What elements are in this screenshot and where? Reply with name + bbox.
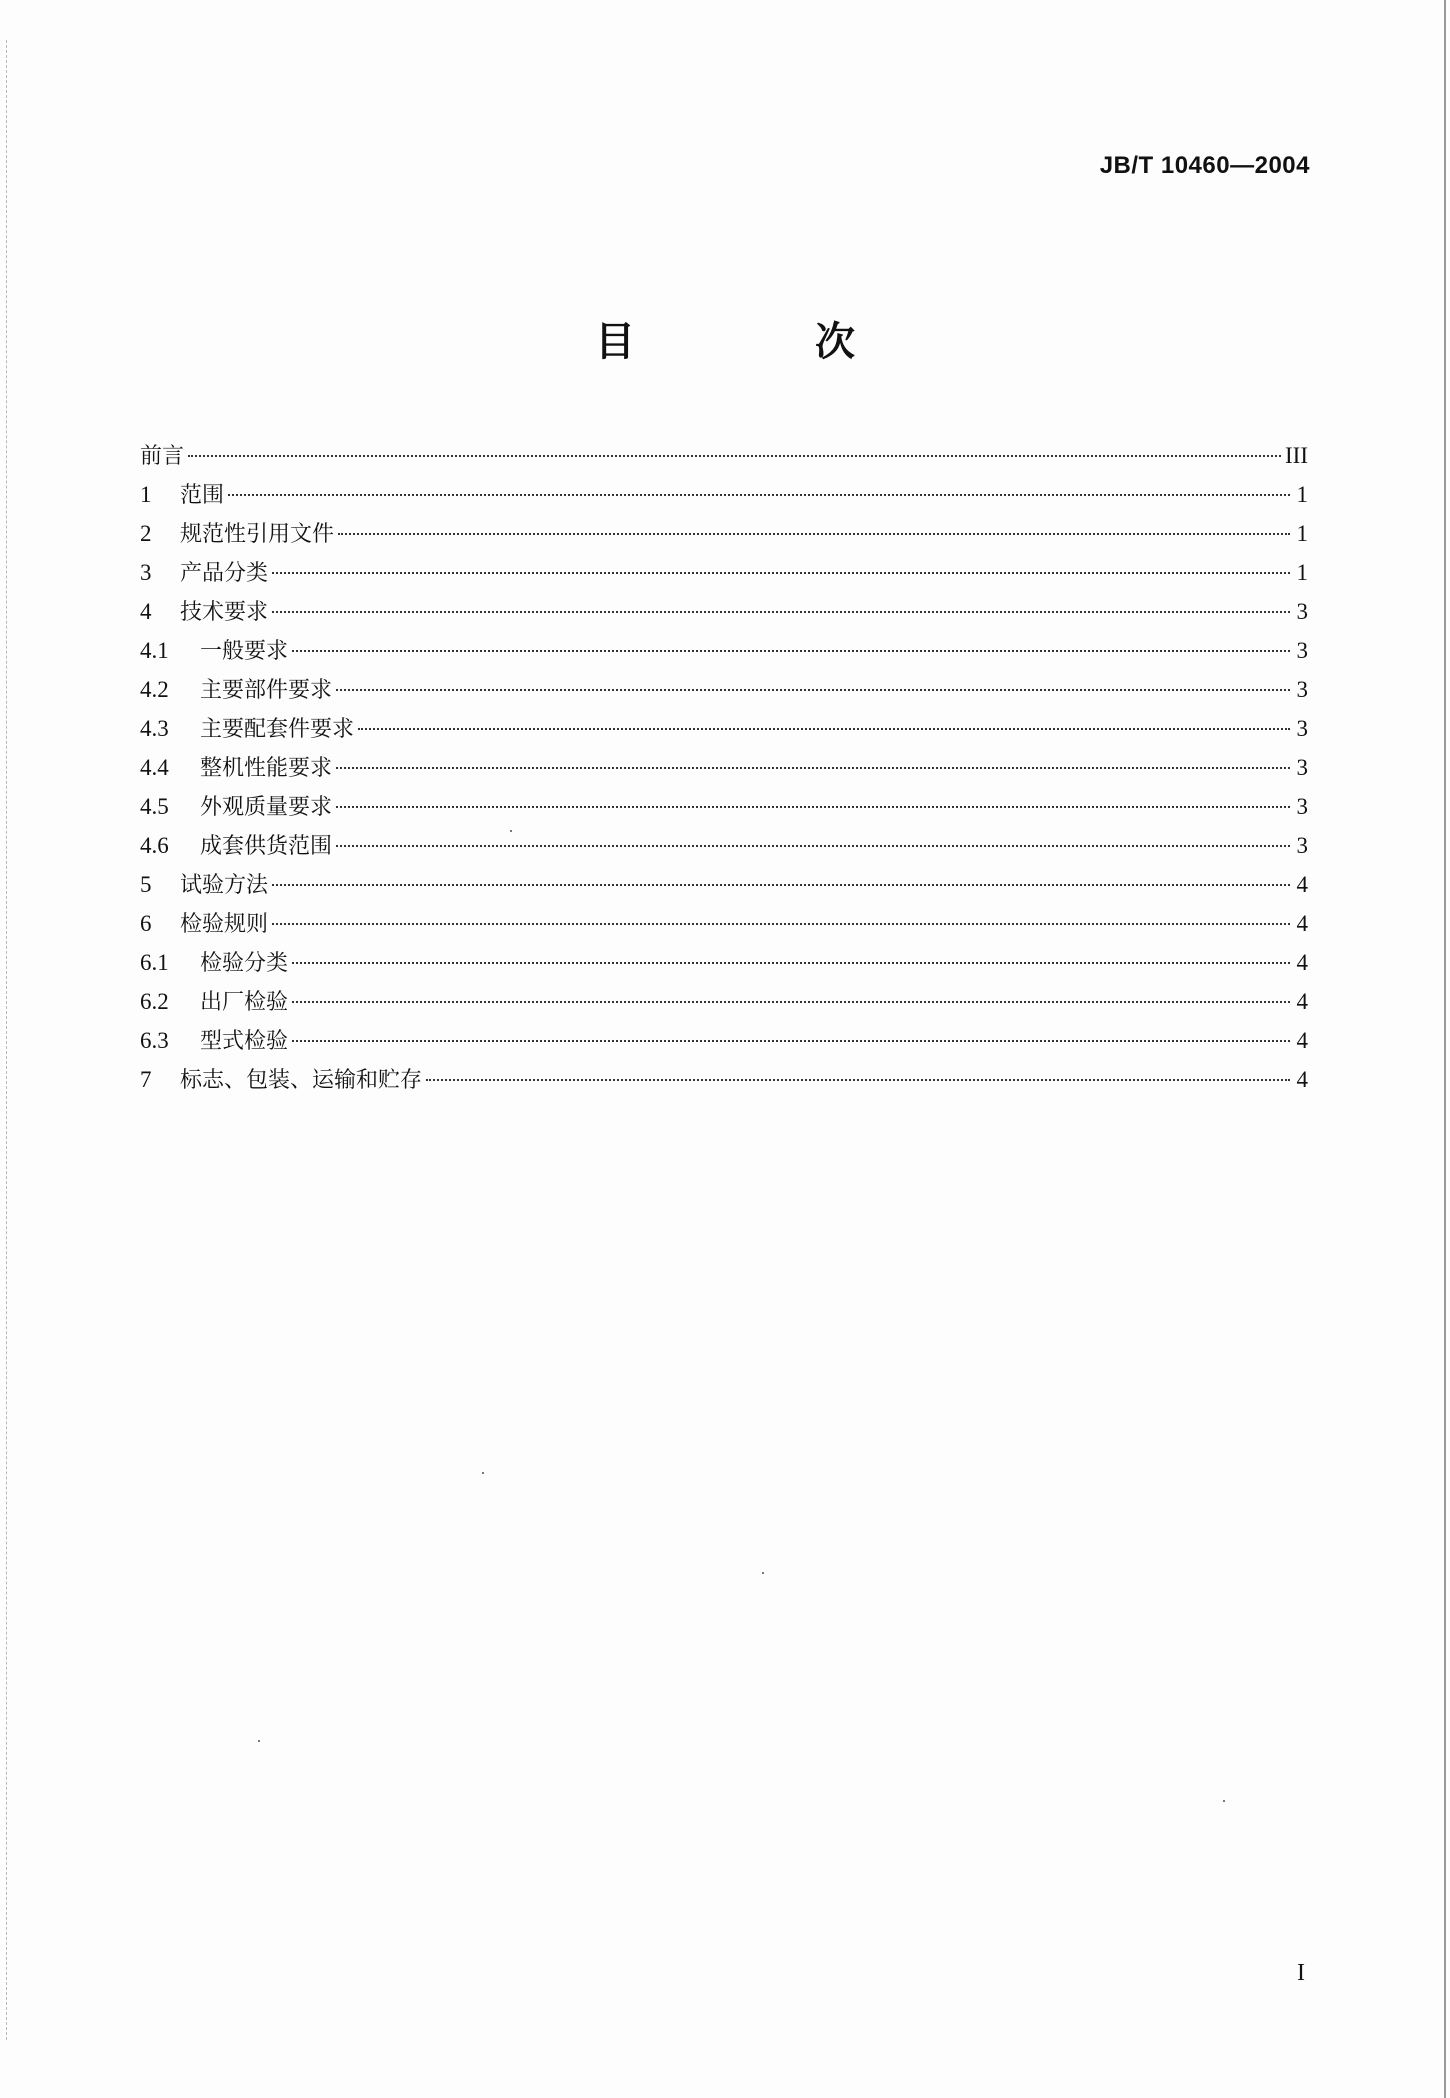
toc-entry[interactable] <box>140 514 1308 553</box>
toc-dot-leader <box>188 455 1281 457</box>
toc-entry-page: III <box>1285 443 1308 468</box>
toc-entry-number: 6.1 <box>140 950 169 975</box>
toc-dot-leader <box>338 533 1290 535</box>
toc-entry[interactable] <box>140 670 1308 709</box>
scan-speck <box>762 1572 764 1574</box>
toc-entry-label: 主要配套件要求 <box>200 717 355 742</box>
toc-dot-leader <box>292 962 1290 964</box>
toc-entry[interactable] <box>140 904 1308 943</box>
toc-entry-number: 4.5 <box>140 794 169 819</box>
toc-entry[interactable] <box>140 709 1308 748</box>
toc-entry[interactable] <box>140 943 1308 982</box>
toc-entry-number: 4.2 <box>140 677 169 702</box>
toc-entry-page: 4 <box>1296 1067 1308 1092</box>
toc-entry-number: 5 <box>140 872 152 897</box>
toc-entry[interactable] <box>140 592 1308 631</box>
toc-entry-page: 1 <box>1296 521 1308 546</box>
toc-dot-leader <box>292 1001 1290 1003</box>
toc-entry-label: 产品分类 <box>180 561 269 586</box>
toc-entry-page: 3 <box>1296 638 1308 663</box>
toc-entry-number: 6.2 <box>140 989 169 1014</box>
toc-dot-leader <box>426 1079 1290 1081</box>
toc-dot-leader <box>272 923 1290 925</box>
scan-speck <box>510 830 512 832</box>
toc-dot-leader <box>336 806 1290 808</box>
toc-entry-number: 7 <box>140 1067 152 1092</box>
toc-dot-leader <box>336 767 1290 769</box>
toc-entry-label: 标志、包装、运输和贮存 <box>180 1068 423 1093</box>
toc-entry-page: 4 <box>1296 989 1308 1014</box>
toc-entry-label: 检验分类 <box>200 951 289 976</box>
toc-entry-label: 一般要求 <box>200 639 289 664</box>
toc-dot-leader <box>228 494 1290 496</box>
toc-entry-label: 出厂检验 <box>200 990 289 1015</box>
toc-entry-page: 3 <box>1296 794 1308 819</box>
toc-entry-number: 4.1 <box>140 638 169 663</box>
toc-dot-leader <box>292 1040 1290 1042</box>
toc-entry[interactable] <box>140 982 1308 1021</box>
toc-entry-number: 4.6 <box>140 833 169 858</box>
scan-speck <box>482 1472 484 1474</box>
toc-entry-page: 4 <box>1296 872 1308 897</box>
table-of-contents <box>140 436 1308 1099</box>
toc-dot-leader <box>358 728 1290 730</box>
document-code: JB/T 10460—2004 <box>1099 152 1310 179</box>
toc-entry[interactable] <box>140 865 1308 904</box>
toc-entry[interactable] <box>140 436 1308 475</box>
toc-entry[interactable] <box>140 1060 1308 1099</box>
toc-dot-leader <box>272 572 1290 574</box>
toc-entry-label: 前言 <box>140 444 185 469</box>
toc-entry-page: 3 <box>1296 599 1308 624</box>
toc-entry-label: 整机性能要求 <box>200 756 333 781</box>
toc-entry-number: 4 <box>140 599 152 624</box>
toc-entry-label: 主要部件要求 <box>200 678 333 703</box>
toc-entry-number: 2 <box>140 521 152 546</box>
toc-entry[interactable] <box>140 475 1308 514</box>
toc-entry-page: 1 <box>1296 482 1308 507</box>
toc-entry-label: 检验规则 <box>180 912 269 937</box>
toc-entry-label: 试验方法 <box>180 873 269 898</box>
toc-entry-label: 规范性引用文件 <box>180 522 335 547</box>
toc-entry-label: 型式检验 <box>200 1029 289 1054</box>
toc-entry[interactable] <box>140 787 1308 826</box>
toc-entry-label: 外观质量要求 <box>200 795 333 820</box>
toc-title: 目 次 <box>595 319 925 365</box>
toc-dot-leader <box>336 845 1290 847</box>
toc-entry-label: 成套供货范围 <box>200 834 333 859</box>
scan-speck <box>1223 1800 1225 1802</box>
toc-entry[interactable] <box>140 826 1308 865</box>
toc-entry-number: 6 <box>140 911 152 936</box>
toc-entry-page: 4 <box>1296 911 1308 936</box>
toc-entry-page: 1 <box>1296 560 1308 585</box>
toc-entry-page: 4 <box>1296 1028 1308 1053</box>
toc-entry-page: 3 <box>1296 716 1308 741</box>
toc-entry-page: 3 <box>1296 833 1308 858</box>
toc-entry-number: 3 <box>140 560 152 585</box>
toc-entry-number: 6.3 <box>140 1028 169 1053</box>
toc-entry[interactable] <box>140 553 1308 592</box>
toc-entry-number: 1 <box>140 482 152 507</box>
scan-speck <box>258 1740 260 1742</box>
toc-entry-page: 3 <box>1296 677 1308 702</box>
toc-entry[interactable] <box>140 748 1308 787</box>
toc-dot-leader <box>272 611 1290 613</box>
page-folio: I <box>1297 1960 1305 1986</box>
toc-dot-leader <box>336 689 1290 691</box>
toc-dot-leader <box>292 650 1290 652</box>
toc-dot-leader <box>272 884 1290 886</box>
toc-entry-label: 范围 <box>180 483 225 508</box>
toc-entry[interactable] <box>140 1021 1308 1060</box>
toc-entry-number: 4.3 <box>140 716 169 741</box>
toc-entry-page: 3 <box>1296 755 1308 780</box>
toc-entry-page: 4 <box>1296 950 1308 975</box>
toc-entry-label: 技术要求 <box>180 600 269 625</box>
toc-entry[interactable] <box>140 631 1308 670</box>
toc-entry-number: 4.4 <box>140 755 169 780</box>
